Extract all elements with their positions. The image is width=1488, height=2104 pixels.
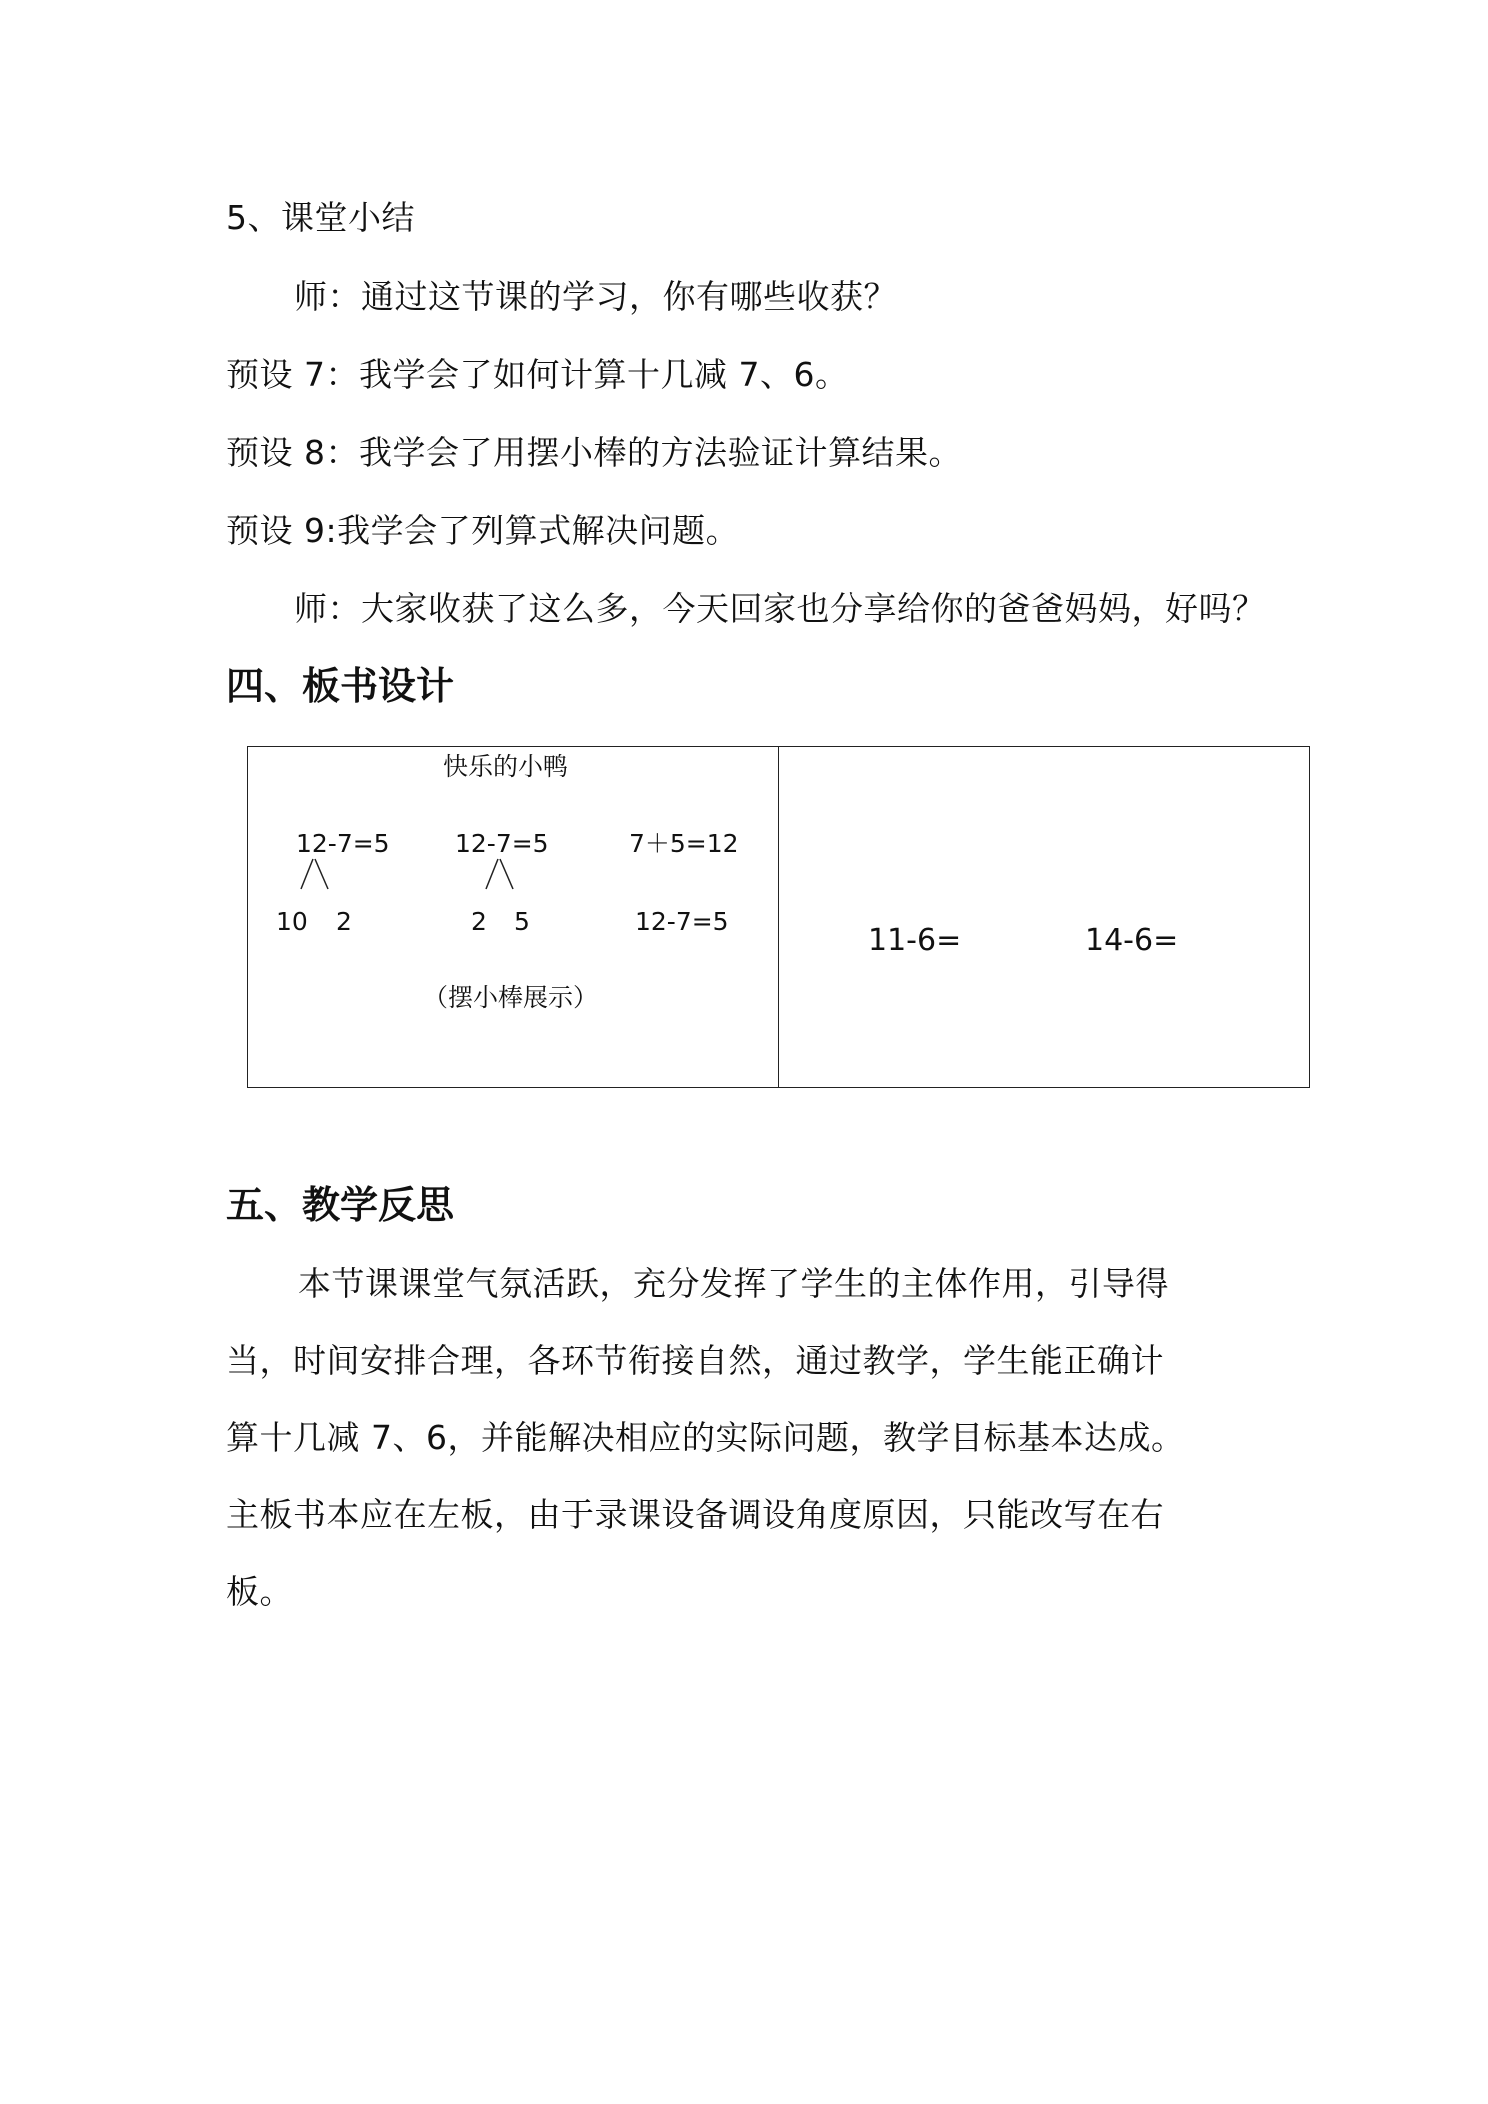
split-lines-2 xyxy=(483,857,523,897)
summary-heading: 5、课堂小结 xyxy=(226,198,415,237)
board-title: 快乐的小鸭 xyxy=(443,752,569,781)
preset-7: 预设 7：我学会了如何计算十几减 7、6。 xyxy=(226,355,849,394)
board-design-heading: 四、板书设计 xyxy=(226,664,455,708)
reflection-line-2: 当，时间安排合理，各环节衔接自然，通过教学，学生能正确计 xyxy=(226,1341,1164,1380)
preset-9: 预设 9:我学会了列算式解决问题。 xyxy=(226,511,740,550)
reflection-heading: 五、教学反思 xyxy=(226,1183,455,1227)
board-exercise-1: 11-6= xyxy=(868,923,962,958)
board-equation-1: 12-7=5 xyxy=(296,829,390,858)
board-equation-1-part-a: 10 xyxy=(276,907,308,936)
board-equation-2-part-a: 2 xyxy=(471,907,487,936)
board-equation-1-part-b: 2 xyxy=(336,907,352,936)
board-note: （摆小棒展示） xyxy=(423,983,599,1012)
board-divider xyxy=(778,747,779,1087)
preset-8: 预设 8：我学会了用摆小棒的方法验证计算结果。 xyxy=(226,433,962,472)
reflection-line-4: 主板书本应在左板，由于录课设备调设角度原因，只能改写在右 xyxy=(226,1495,1164,1534)
teacher-close: 师：大家收获了这么多，今天回家也分享给你的爸爸妈妈，好吗？ xyxy=(294,589,1266,628)
reflection-line-3: 算十几减 7、6，并能解决相应的实际问题，教学目标基本达成。 xyxy=(226,1418,1185,1457)
board-exercise-2: 14-6= xyxy=(1085,923,1179,958)
teacher-question: 师：通过这节课的学习，你有哪些收获？ xyxy=(294,277,897,316)
split-lines-1 xyxy=(298,857,338,897)
board-equation-4: 12-7=5 xyxy=(635,907,729,936)
board-equation-3: 7＋5=12 xyxy=(629,829,739,858)
board-equation-2: 12-7=5 xyxy=(455,829,549,858)
board-design-table xyxy=(247,746,1310,1088)
reflection-line-1: 本节课课堂气氛活跃，充分发挥了学生的主体作用，引导得 xyxy=(298,1264,1169,1303)
board-equation-2-part-b: 5 xyxy=(514,907,530,936)
reflection-line-5: 板。 xyxy=(226,1572,293,1611)
